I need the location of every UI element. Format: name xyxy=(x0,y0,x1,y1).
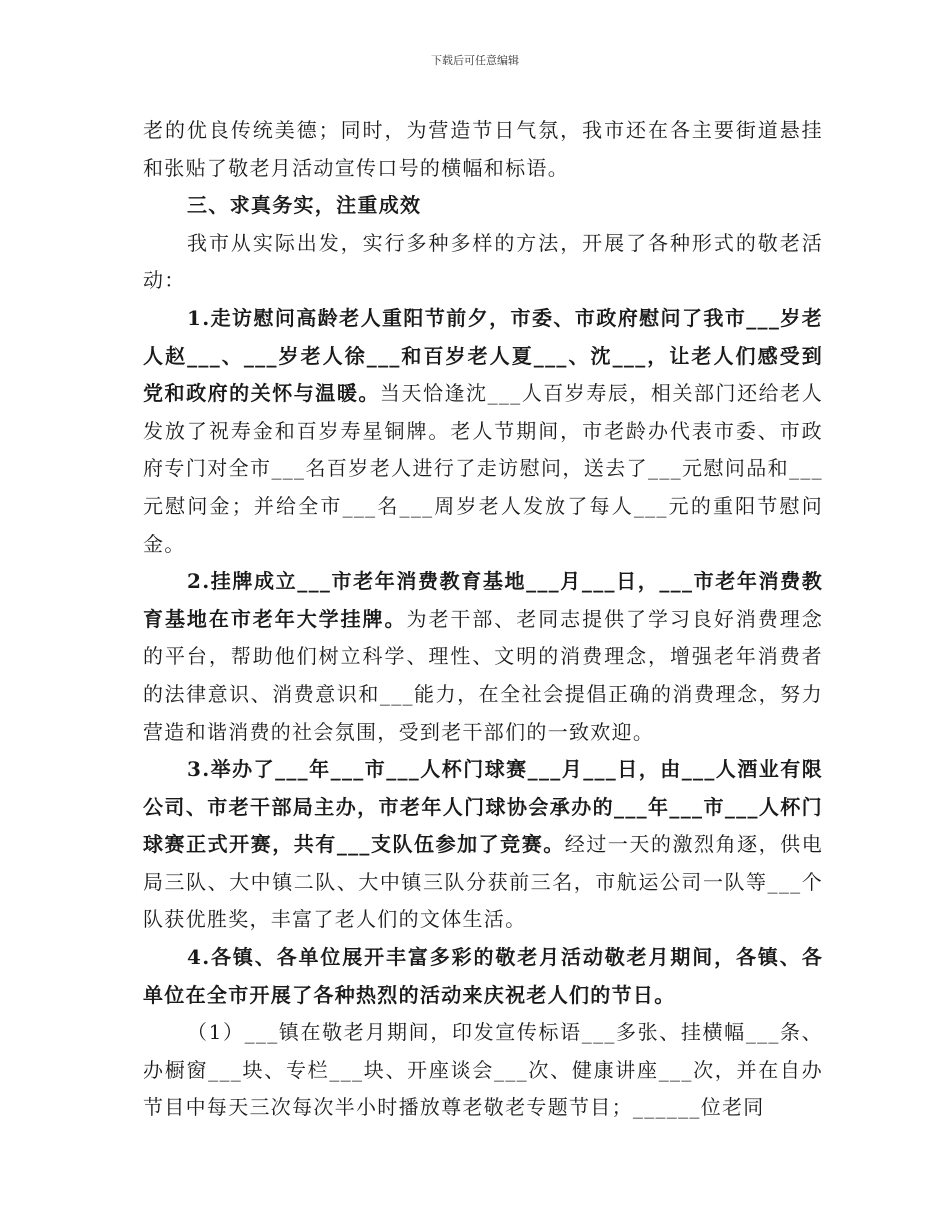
paragraph-text: 我市从实际出发，实行多种多样的方法，开展了各种形式的敬老活动： xyxy=(143,230,823,293)
paragraph-intro xyxy=(143,225,823,300)
item-1-body: 当天恰逢沈___人百岁寿辰，相关部门还给老人发放了祝寿金和百岁寿星铜牌。老人节期间，市老龄办代表市委、市政府专门对全市___名百岁老人进行了走访慰问，送去了___元慰问品和___元慰问金；并给全市___名___周岁老人发放了每人___元的重阳节慰问金。 xyxy=(143,381,823,556)
paragraph-item-3 xyxy=(143,751,823,939)
item-4-lead: 4.各镇、各单位展开丰富多彩的敬老月活动敬老月期间，各镇、各单位在全市开展了各种热烈的活动来庆祝老人们的节日。 xyxy=(143,945,823,1007)
paragraph-continuation xyxy=(143,112,823,187)
paragraph-text: 老的优良传统美德；同时，为营造节日气氛，我市还在各主要街道悬挂和张贴了敬老月活动宣传口号的横幅和标语。 xyxy=(143,118,823,180)
item-2-lead: 2.挂牌成立___市老年消费教育基地___月___日，___市老年消费教育基地在市老年大学挂牌。 xyxy=(143,569,823,631)
subitem-1-body: （1）___镇在敬老月期间，印发宣传标语___多张、挂横幅___条、办橱窗___块、专栏___块、开座谈会___次、健康讲座___次，并在自办节目中每天三次每次半小时播放尊老敬老专题节目；______位老同 xyxy=(143,1020,823,1120)
item-2-body: 为老干部、老同志提供了学习良好消费理念的平台，帮助他们树立科学、理性、文明的消费理念，增强老年消费者的法律意识、消费意识和___能力，在全社会提倡正确的消费理念，努力营造和谐消费的社会氛围，受到老干部们的一致欢迎。 xyxy=(143,606,823,744)
section-heading xyxy=(143,187,823,225)
paragraph-item-4 xyxy=(143,939,823,1014)
page-header: 下载后可任意编辑 xyxy=(431,54,519,67)
document-body xyxy=(143,112,823,1127)
item-1-lead: 1.走访慰问高龄老人重阳节前夕，市委、市政府慰问了我市___岁老人赵___、___岁老人徐___和百岁老人夏___、沈___，让老人们感受到党和政府的关怀与温暖。 xyxy=(143,305,823,406)
paragraph-item-2 xyxy=(143,563,823,751)
item-3-lead: 3.举办了___年___市___人杯门球赛___月___日，由___人酒业有限公司、市老干部局主办，市老年人门球协会承办的___年___市___人杯门球赛正式开赛，共有___支队伍参加了竞赛。 xyxy=(143,757,823,857)
section-heading-text: 三、求真务实，注重成效 xyxy=(187,193,422,218)
item-3-body: 经过一天的激烈角逐，供电局三队、大中镇二队、大中镇三队分获前三名，市航运公司一队等___个队获优胜奖，丰富了老人们的文体生活。 xyxy=(143,832,823,932)
paragraph-subitem-1 xyxy=(143,1014,823,1127)
paragraph-item-1 xyxy=(143,300,823,563)
